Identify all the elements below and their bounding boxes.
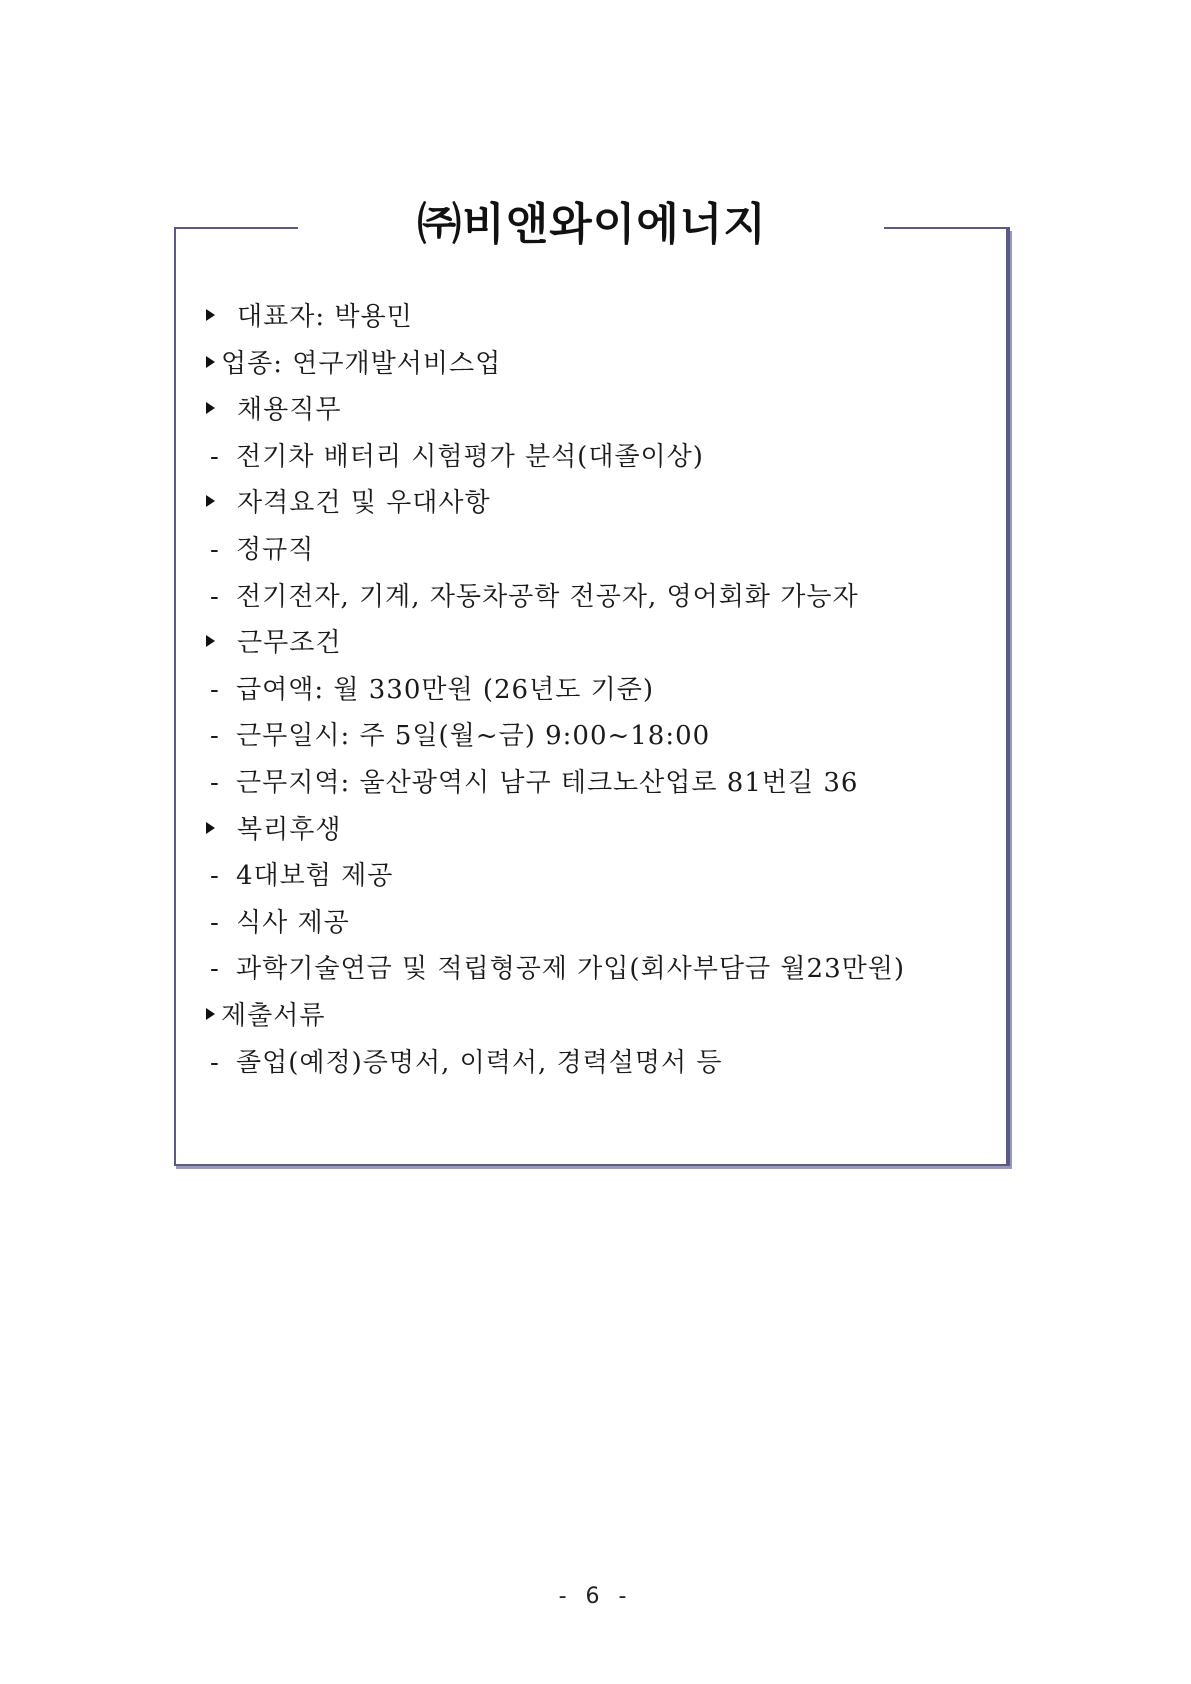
triangle-bullet-icon	[206, 495, 215, 507]
triangle-bullet-icon	[206, 402, 215, 414]
dash-bullet: -	[210, 861, 220, 892]
list-subitem	[202, 434, 1002, 481]
list-item-benefits	[202, 807, 1002, 854]
item-text: 근무지역: 울산광역시 남구 테크노산업로 81번길 36	[236, 767, 859, 798]
item-text: 전기차 배터리 시험평가 분석(대졸이상)	[236, 441, 704, 472]
triangle-bullet-icon	[206, 309, 215, 321]
list-subitem	[202, 853, 1002, 900]
company-title: ㈜비앤와이에너지	[417, 199, 767, 250]
page-number: - 6 -	[558, 1584, 633, 1609]
dash-bullet: -	[210, 534, 220, 565]
list-subitem	[202, 1040, 1002, 1087]
item-text: 4대보험 제공	[236, 861, 394, 892]
list-item-industry	[202, 341, 1002, 388]
box-top-border-right	[884, 227, 1010, 229]
list-item-working-conditions	[202, 620, 1002, 667]
list-subitem	[202, 527, 1002, 574]
triangle-bullet-icon	[206, 1008, 215, 1020]
item-text: 근무조건	[237, 628, 342, 659]
dash-bullet: -	[210, 767, 220, 798]
item-text: 자격요건 및 우대사항	[237, 488, 491, 519]
item-text: 정규직	[236, 534, 315, 565]
box-top-border-left	[174, 227, 298, 229]
dash-bullet: -	[210, 954, 220, 985]
list-subitem	[202, 760, 1002, 807]
dash-bullet: -	[210, 441, 220, 472]
list-subitem	[202, 946, 1002, 993]
item-text: 대표자: 박용민	[237, 302, 413, 332]
item-text: 식사 제공	[236, 907, 350, 938]
item-text: 급여액: 월 330만원 (26년도 기준)	[236, 674, 654, 705]
dash-bullet: -	[210, 1047, 220, 1078]
dash-bullet: -	[210, 581, 220, 612]
item-text: 과학기술연금 및 적립형공제 가입(회사부담금 월23만원)	[236, 954, 905, 985]
item-text: 근무일시: 주 5일(월~금) 9:00~18:00	[236, 721, 711, 752]
item-text: 업종: 연구개발서비스업	[221, 348, 502, 379]
list-item-documents	[202, 993, 1002, 1040]
info-list	[202, 294, 1002, 1086]
item-text: 졸업(예정)증명서, 이력서, 경력설명서 등	[236, 1047, 723, 1078]
list-item-job-role	[202, 387, 1002, 434]
dash-bullet: -	[210, 721, 220, 752]
list-subitem	[202, 667, 1002, 714]
list-item-qualifications	[202, 480, 1002, 527]
dash-bullet: -	[210, 907, 220, 938]
item-text: 전기전자, 기계, 자동차공학 전공자, 영어회화 가능자	[236, 581, 859, 612]
list-subitem	[202, 574, 1002, 621]
triangle-bullet-icon	[206, 822, 215, 834]
triangle-bullet-icon	[206, 356, 215, 368]
list-item-representative	[202, 294, 1002, 341]
triangle-bullet-icon	[206, 635, 215, 647]
item-text: 제출서류	[221, 1000, 326, 1031]
list-subitem	[202, 900, 1002, 947]
item-text: 채용직무	[237, 395, 342, 426]
item-text: 복리후생	[237, 814, 342, 845]
dash-bullet: -	[210, 674, 220, 705]
list-subitem	[202, 713, 1002, 760]
